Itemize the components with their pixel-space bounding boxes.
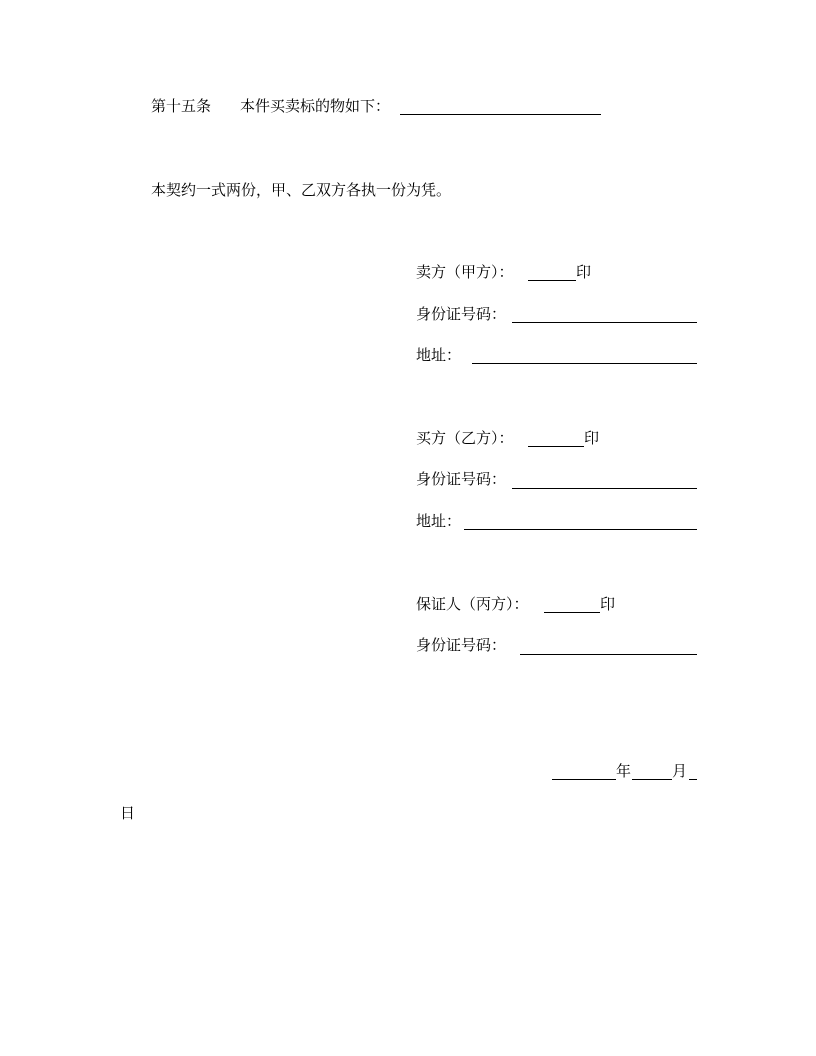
guarantor-id-label: 身份证号码： xyxy=(416,636,507,654)
seller-id-line xyxy=(512,322,697,323)
buyer-label: 买方（乙方）： xyxy=(416,429,514,447)
date-year-line xyxy=(552,779,616,780)
guarantor-label: 保证人（丙方）： xyxy=(416,595,529,613)
buyer-address-line xyxy=(464,529,697,530)
buyer-id-label: 身份证号码： xyxy=(416,470,507,488)
seller-address-line xyxy=(472,363,697,364)
buyer-id-line xyxy=(512,488,697,489)
article-number: 第十五条 xyxy=(151,97,212,115)
date-month-line xyxy=(632,779,672,780)
copies-statement: 本契约一式两份，甲、乙双方各执一份为凭。 xyxy=(151,181,452,199)
guarantor-seal: 印 xyxy=(600,595,616,613)
article-blank-line xyxy=(400,114,601,115)
buyer-signature-line xyxy=(528,446,584,447)
guarantor-signature-line xyxy=(544,612,600,613)
seller-id-label: 身份证号码： xyxy=(416,305,507,323)
seller-signature-line xyxy=(528,280,576,281)
article-text: 本件买卖标的物如下： xyxy=(240,97,391,115)
date-month-label: 月 xyxy=(672,762,688,780)
date-year-label: 年 xyxy=(616,762,632,780)
buyer-address-label: 地址： xyxy=(416,512,462,530)
buyer-seal: 印 xyxy=(584,429,600,447)
date-day-label: 日 xyxy=(120,804,136,822)
seller-seal: 印 xyxy=(576,263,592,281)
seller-address-label: 地址： xyxy=(416,346,462,364)
seller-label: 卖方（甲方）： xyxy=(416,263,514,281)
guarantor-id-line xyxy=(520,654,697,655)
date-day-line xyxy=(689,779,697,780)
